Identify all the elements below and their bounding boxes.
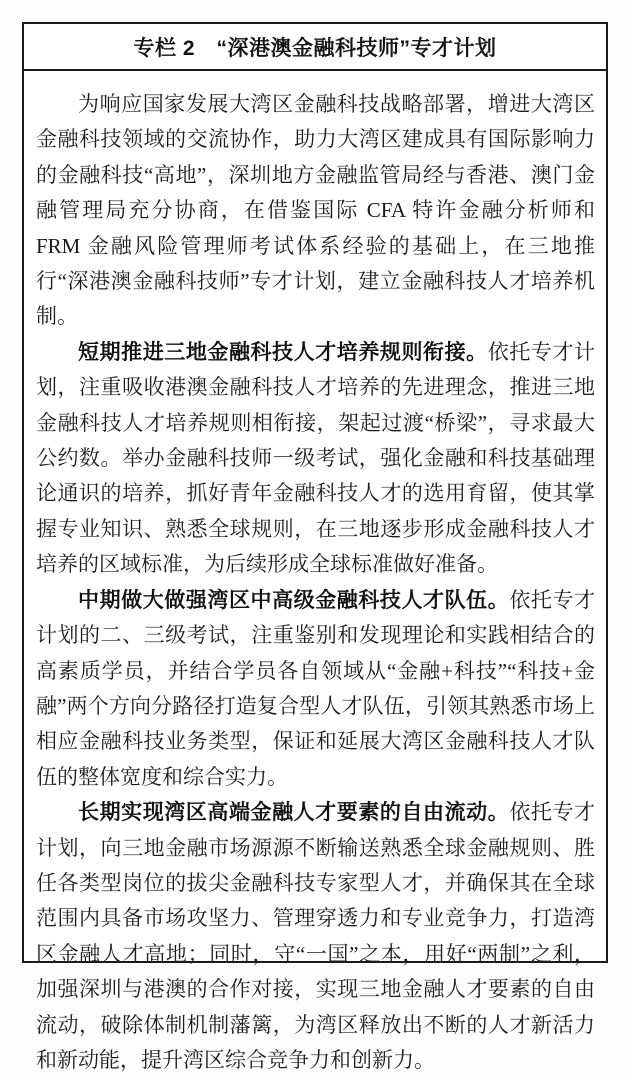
paragraph-text: 依托专才计划的二、三级考试，注重鉴别和发现理论和实践相结合的高素质学员，并结合学员各自领域从“金融+科技”“科技+金融”两个方向分路径打造复合型人才队伍，引领其熟悉市场上相应金融科技业务类型，保证和延展大湾区金融科技人才队伍的整体宽度和综合实力。 [36,587,596,789]
column-box-title: 专栏 2 “深港澳金融科技师”专才计划 [133,36,497,60]
column-box-title-row [24,24,606,71]
paragraph-lead: 中期做大做强湾区中高级金融科技人才队伍。 [78,588,510,612]
paragraph-text: 依托专才计划，注重吸收港澳金融科技人才培养的先进理念，推进三地金融科技人才培养规则相衔接，架起过渡“桥梁”，寻求最大公约数。举办金融科技师一级考试，强化金融和科技基础理论通识的培养，抓好青年金融科技人才的选用育留，使其掌握专业知识、熟悉全球规则，在三地逐步形成金融科技人才培养的区域标准，为后续形成全球标准做好准备。 [36,339,596,577]
paragraph-long-term [36,795,595,1078]
paragraph-intro [36,87,595,335]
paragraph-short-term [36,335,595,583]
paragraph-text: 为响应国家发展大湾区金融科技战略部署，增进大湾区金融科技领域的交流协作，助力大湾区建成具有国际影响力的金融科技“高地”，深圳地方金融监管局经与香港、澳门金融管理局充分协商，在借鉴国际 CFA 特许金融分析师和 FRM 金融风险管理师考试体系经验的基础上，在三地推行“深港澳金融科技师”专才计划，建立金融科技人才培养机制。 [36,92,595,329]
column-box [22,22,608,1072]
paragraph-lead: 长期实现湾区高端金融人才要素的自由流动。 [78,801,510,825]
paragraph-text: 依托专才计划，向三地金融市场源源不断输送熟悉全球金融规则、胜任各类型岗位的拔尖金融科技专家型人才，并确保其在全球范围内具备市场攻坚力、管理穿透力和专业竞争力，打造湾区金融人才高地；同时，守“一国”之本，用好“两制”之利，加强深圳与港澳的合作对接，实现三地金融人才要素的自由流动，破除体制机制藩篱，为湾区释放出不断的人才新活力和新动能，提升湾区综合竞争力和创新力。 [36,800,596,1072]
paragraph-mid-term [36,583,595,795]
paragraph-lead: 短期推进三地金融科技人才培养规则衔接。 [78,340,488,364]
column-box-body [24,71,606,1078]
